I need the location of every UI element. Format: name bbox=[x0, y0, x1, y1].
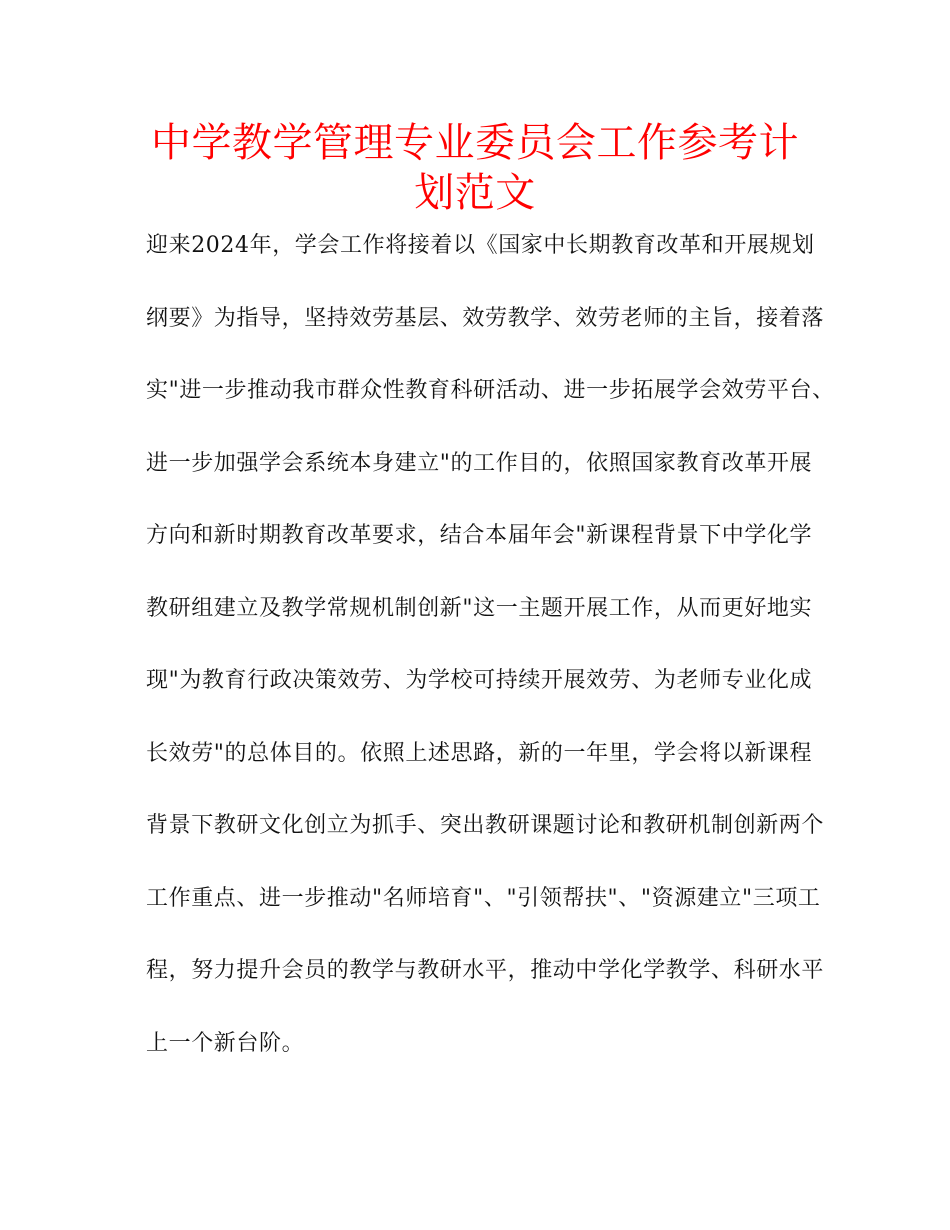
body-line: 工作重点、进一步推动"名师培育"、"引领帮扶"、"资源建立"三项工 bbox=[146, 885, 821, 911]
body-line: 现"为教育行政决策效劳、为学校可持续开展效劳、为老师专业化成 bbox=[146, 668, 813, 693]
document-body bbox=[146, 226, 835, 1096]
body-line: 上一个新台阶。 bbox=[146, 1030, 305, 1056]
body-line: 程，努力提升会员的教学与教研水平，推动中学化学教学、科研水平 bbox=[146, 958, 825, 983]
body-line: 教研组建立及教学常规机制创新"这一主题开展工作，从而更好地实 bbox=[146, 595, 813, 621]
body-line: 长效劳"的总体目的。依照上述思路，新的一年里，学会将以新课程 bbox=[146, 740, 813, 766]
document-title: 中学教学管理专业委员会工作参考计划范文 bbox=[151, 120, 799, 216]
body-line: 纲要》为指导，坚持效劳基层、效劳教学、效劳老师的主旨，接着落 bbox=[146, 305, 825, 331]
body-line: 背景下教研文化创立为抓手、突出教研课题讨论和教研机制创新两个 bbox=[146, 813, 825, 838]
body-line: 迎来2024年，学会工作将接着以《国家中长期教育改革和开展规划 bbox=[146, 233, 815, 258]
body-line: 方向和新时期教育改革要求，结合本届年会"新课程背景下中学化学 bbox=[146, 523, 813, 548]
body-line: 实"进一步推动我市群众性教育科研活动、进一步拓展学会效劳平台、 bbox=[146, 378, 835, 403]
body-line: 进一步加强学会系统本身建立"的工作目的，依照国家教育改革开展 bbox=[146, 450, 813, 476]
